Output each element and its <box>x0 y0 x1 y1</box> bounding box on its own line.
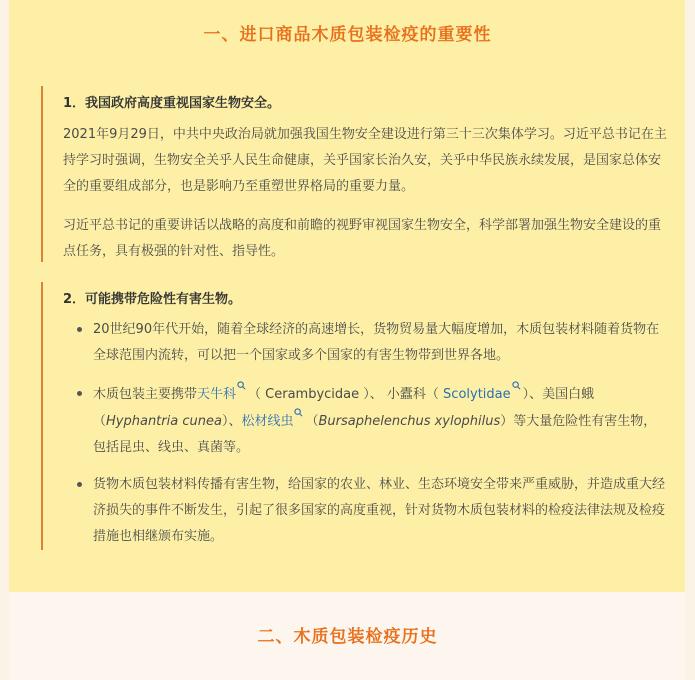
list-item <box>63 381 668 461</box>
bullet-2-text <box>93 381 668 461</box>
point-1-block <box>41 86 667 262</box>
bullet-1-text: 20世纪90年代开始，随着全球经济的高速增长，货物贸易量大幅度增加，木质包装材料随着货物在全球范围内流转，可以把一个国家或多个国家的有害生物带到世界各地。 <box>93 322 660 363</box>
bullet-2-suffix: ）等大量危险性有害生物，包括昆虫、线虫、真菌等。 <box>93 414 657 455</box>
bullet-3-text: 货物木质包装材料传播有害生物，给国家的农业、林业、生态环境安全带来严重威胁，并造成重大经济损失的事件不断发生，引起了很多国家的高度重视，针对货物木质包装材料的检疫法律法规及检疫措施也相继颁布实施。 <box>93 477 666 544</box>
bullet-2-prefix: 木质包装主要携带 <box>93 387 198 402</box>
section-title-history: 二、木质包装检疫历史 <box>257 627 438 647</box>
bullet-dot-icon <box>77 391 82 396</box>
section-title-importance: 一、进口商品木质包装检疫的重要性 <box>203 25 492 45</box>
bullet-dot-icon <box>77 482 82 487</box>
bullet-2-part-3: ）、美国白蛾（ <box>93 387 595 429</box>
bullet-2-part-4: ）、 <box>221 414 242 429</box>
bullet-dot-icon <box>77 327 82 332</box>
link-cerambycidae[interactable]: 天牛科 <box>197 387 237 402</box>
point-1-paragraph-2: 习近平总书记的重要讲话以战略的高度和前瞻的视野审视国家生物安全，科学部署加强生物安全建设的重点任务，具有极强的针对性、指导性。 <box>63 218 662 259</box>
point-1-heading: 1．我国政府高度重视国家生物安全。 <box>63 96 281 111</box>
list-item <box>63 472 668 550</box>
link-pine-wood-nematode[interactable]: 松材线虫 <box>241 414 294 429</box>
point-2-block <box>41 282 666 550</box>
search-icon[interactable] <box>512 381 521 390</box>
point-2-heading: 2．可能携带危险性有害生物。 <box>63 292 242 307</box>
latin-name-hyphantria: Hyphantria cunea <box>106 414 222 429</box>
list-item <box>63 317 668 369</box>
bullet-2-part-5: （ <box>305 414 319 429</box>
search-icon[interactable] <box>294 408 303 417</box>
bullet-2-part-2: （ Cerambycidae ）、 小蠹科（ <box>248 387 444 402</box>
point-1-paragraph-1: 2021年9月29日，中共中央政治局就加强我国生物安全建设进行第三十三次集体学习。习近平总书记在主持学习时强调，生物安全关乎人民生命健康，关乎国家长治久安，关乎中华民族永续发展，是国家总体安全的重要组成部分，也是影响乃至重塑世界格局的重要力量。 <box>63 127 667 194</box>
latin-name-bursaphelenchus: Bursaphelenchus xylophilus <box>318 414 501 429</box>
link-scolytidae[interactable]: Scolytidae <box>443 387 511 402</box>
search-icon[interactable] <box>237 381 246 390</box>
